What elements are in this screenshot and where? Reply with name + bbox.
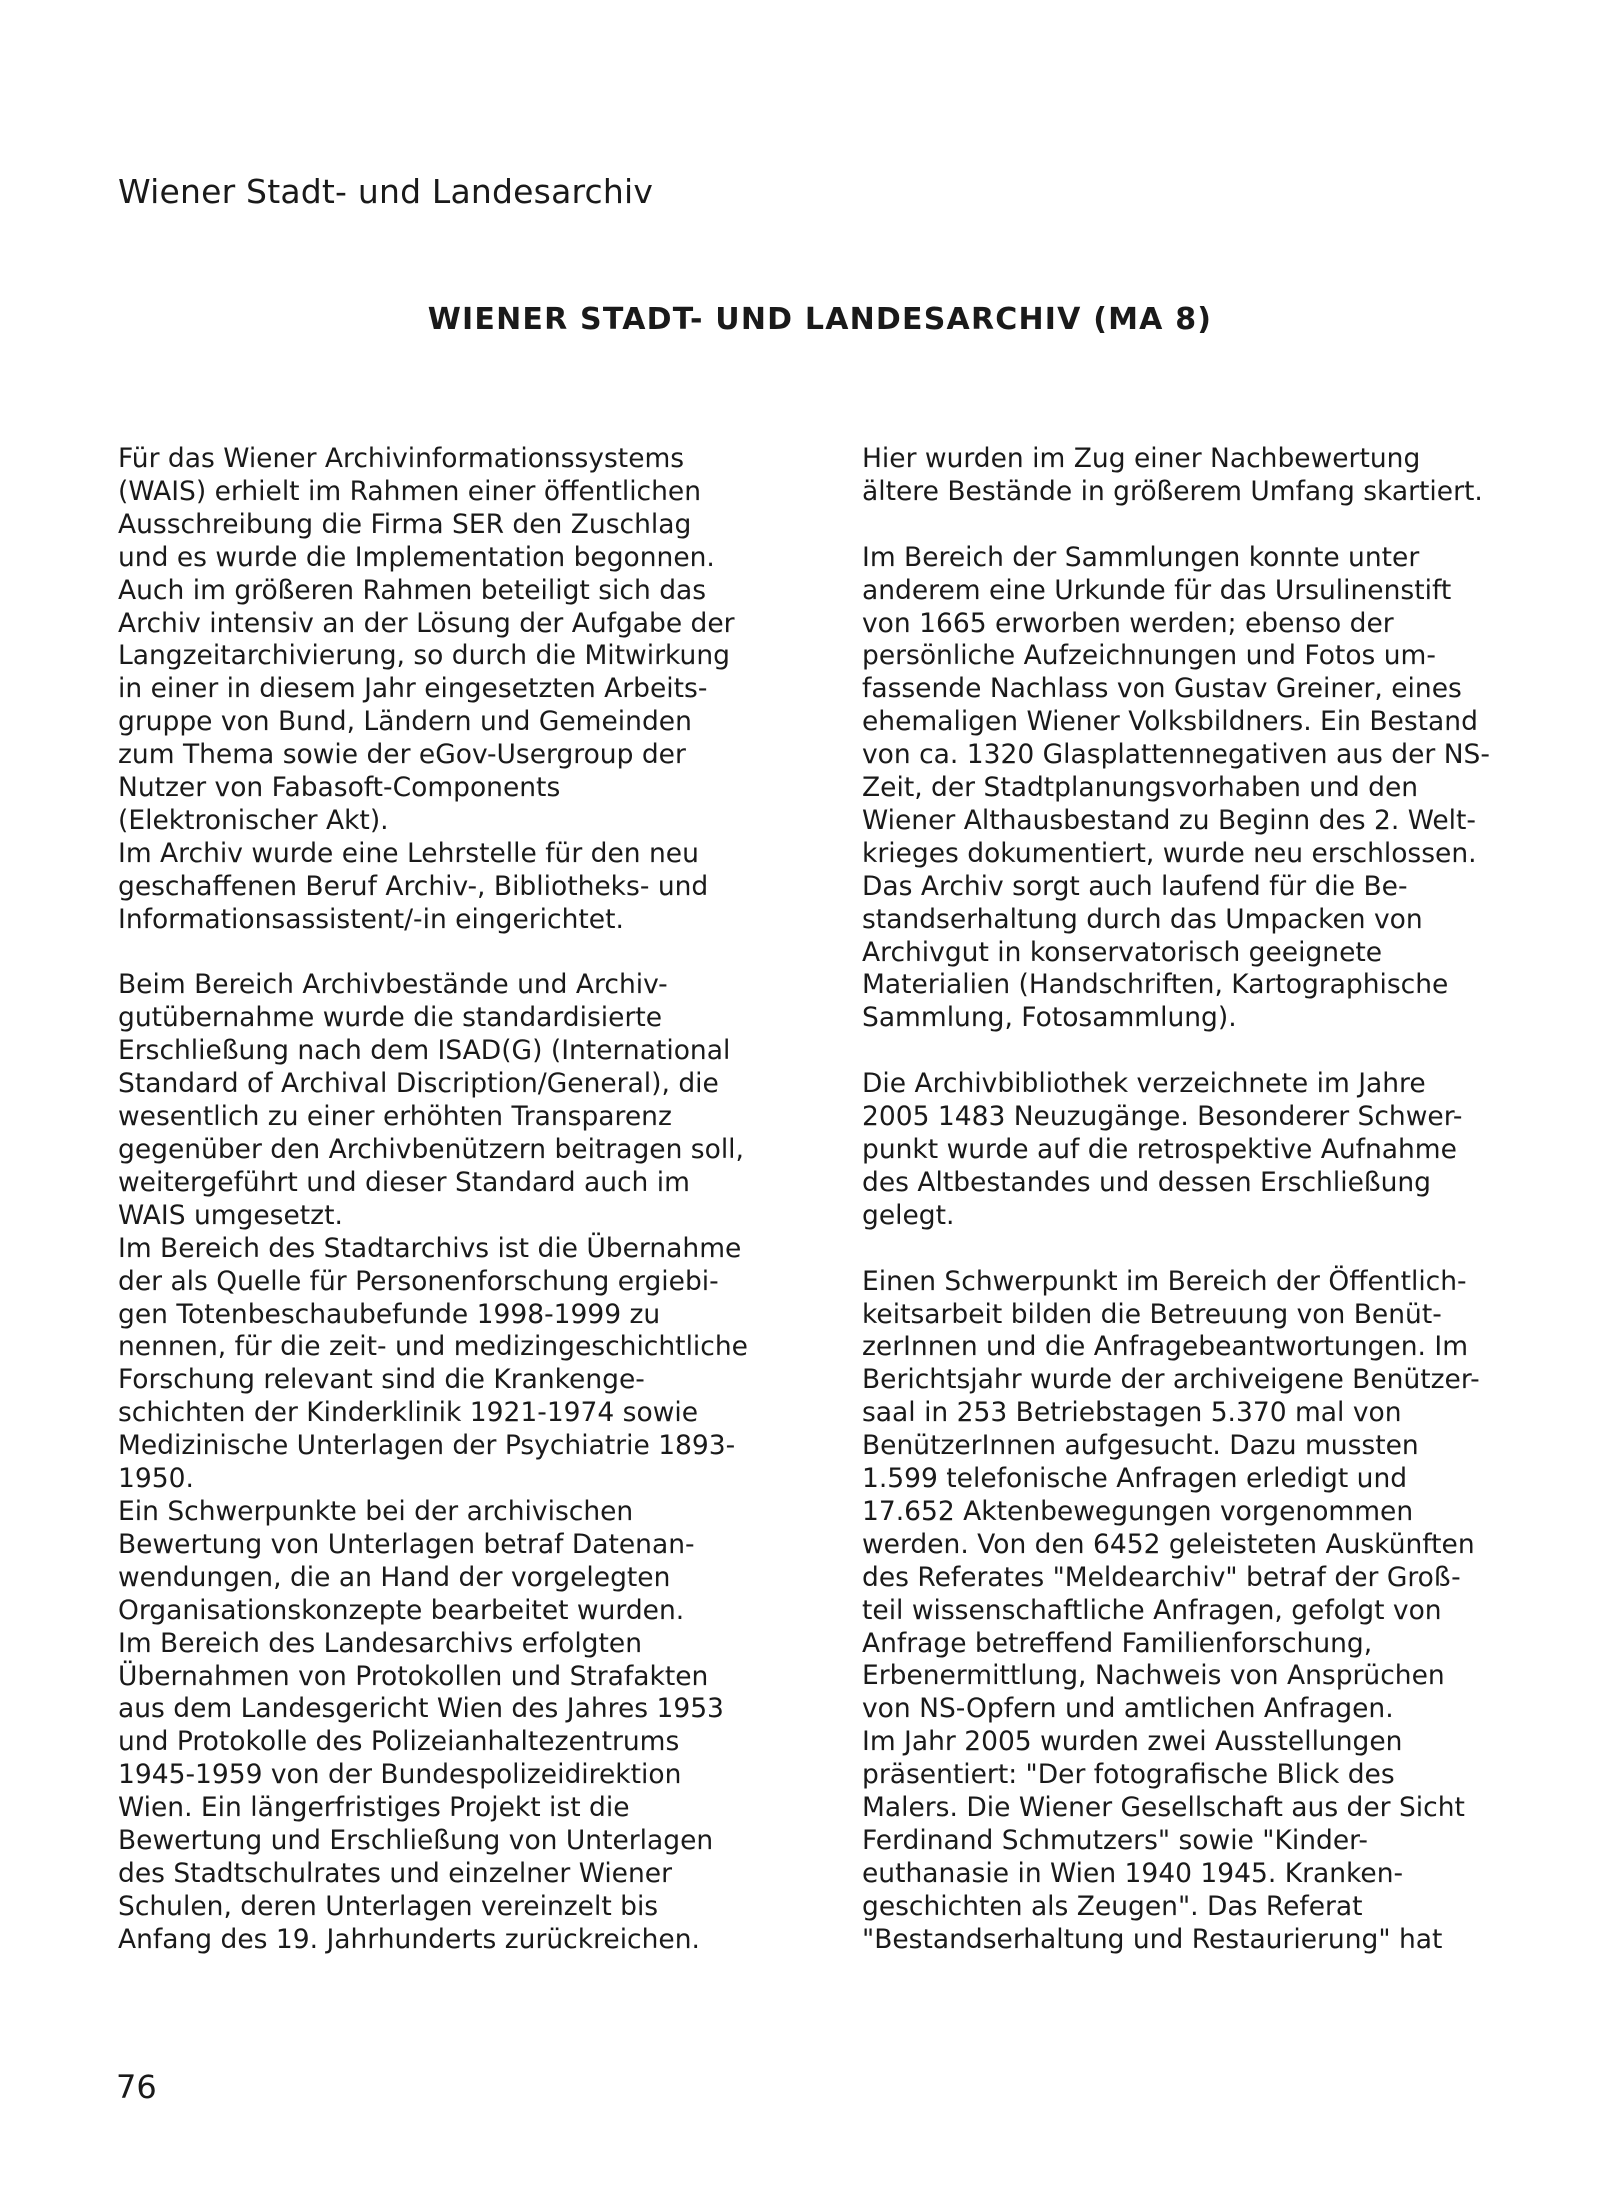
text-line: punkt wurde auf die retrospektive Aufnahme	[862, 1134, 1457, 1165]
text-line: des Altbestandes und dessen Erschließung	[862, 1166, 1431, 1198]
text-line: Das Archiv sorgt auch laufend für die Be-	[862, 870, 1408, 902]
text-line: Im Bereich der Sammlungen konnte unter	[862, 541, 1420, 573]
text-line: Anfrage betreffend Familienforschung,	[862, 1627, 1373, 1659]
text-line: zum Thema sowie der eGov-Usergroup der	[118, 739, 686, 771]
paragraph-gap	[862, 1233, 1562, 1266]
text-line: (WAIS) erhielt im Rahmen einer öffentlichen	[118, 475, 702, 507]
paragraph-gap	[862, 1035, 1562, 1068]
text-line: gen Totenbeschaubefunde 1998-1999 zu	[118, 1298, 661, 1330]
text-line: "Bestandserhaltung und Restaurierung" hat	[862, 1923, 1443, 1955]
text-line: Bewertung von Unterlagen betraf Datenan-	[118, 1528, 695, 1560]
text-line: Für das Wiener Archivinformationssystems	[118, 443, 685, 474]
text-line: Bewertung und Erschließung von Unterlagen	[118, 1825, 714, 1857]
text-line: Organisationskonzepte bearbeitet wurden.	[118, 1594, 685, 1626]
text-line: präsentiert: "Der fotografische Blick des	[862, 1759, 1395, 1791]
text-line: wendungen, die an Hand der vorgelegten	[118, 1561, 671, 1593]
paragraph-gap	[862, 509, 1562, 542]
text-line: Forschung relevant sind die Krankenge-	[118, 1364, 645, 1396]
text-line: aus dem Landesgericht Wien des Jahres 1953	[118, 1693, 724, 1725]
text-line: schichten der Kinderklinik 1921-1974 sowie	[118, 1397, 699, 1429]
text-line: Wiener Althausbestand zu Beginn des 2. Welt-	[862, 804, 1476, 836]
text-line: Schulen, deren Unterlagen vereinzelt bis	[118, 1890, 659, 1922]
text-line: (Elektronischer Akt).	[118, 804, 389, 836]
text-line: Erschließung nach dem ISAD(G) (International	[118, 1035, 731, 1067]
text-line: und es wurde die Implementation begonnen.	[118, 541, 715, 573]
text-line: Beim Bereich Archivbestände und Archiv-	[118, 969, 668, 1001]
text-line: saal in 253 Betriebstagen 5.370 mal von	[862, 1397, 1402, 1429]
text-line: WAIS umgesetzt.	[118, 1199, 343, 1231]
text-line: ältere Bestände in größerem Umfang skartiert.	[862, 475, 1483, 507]
text-line: von ca. 1320 Glasplattennegativen aus der NS-	[862, 739, 1490, 771]
text-line: Erbenermittlung, Nachweis von Ansprüchen	[862, 1660, 1445, 1692]
page-title: WIENER STADT- UND LANDESARCHIV (MA 8)	[427, 302, 1213, 337]
text-line: Im Bereich des Stadtarchivs ist die Übernahme	[118, 1232, 742, 1264]
paragraph-gap	[118, 937, 818, 970]
text-line: zerInnen und die Anfragebeantwortungen. Im	[862, 1331, 1469, 1363]
text-line: Wien. Ein längerfristiges Projekt ist die	[118, 1792, 630, 1824]
text-line: standserhaltung durch das Umpacken von	[862, 903, 1423, 935]
text-line: geschaffenen Beruf Archiv-, Bibliotheks- und	[118, 870, 709, 902]
left-column	[118, 443, 818, 1957]
text-line: Langzeitarchivierung, so durch die Mitwirkung	[118, 640, 730, 672]
text-line: nennen, für die zeit- und medizingeschichtliche	[118, 1331, 748, 1363]
text-line: anderem eine Urkunde für das Ursulinenstift	[862, 574, 1452, 606]
text-line: ehemaligen Wiener Volksbildners. Ein Bestand	[862, 706, 1478, 738]
text-line: 17.652 Aktenbewegungen vorgenommen	[862, 1495, 1414, 1527]
text-line: werden. Von den 6452 geleisteten Auskünften	[862, 1528, 1475, 1560]
text-line: gegenüber den Archivbenützern beitragen soll,	[118, 1134, 744, 1166]
text-line: des Stadtschulrates und einzelner Wiener	[118, 1857, 672, 1889]
text-line: Informationsassistent/-in eingerichtet.	[118, 903, 624, 935]
text-line: in einer in diesem Jahr eingesetzten Arbeits-	[118, 673, 708, 705]
text-line: Ferdinand Schmutzers" sowie "Kinder-	[862, 1825, 1368, 1857]
text-line: persönliche Aufzeichnungen und Fotos um-	[862, 640, 1436, 672]
text-line: der als Quelle für Personenforschung ergiebi-	[118, 1265, 719, 1297]
text-line: Nutzer von Fabasoft-Components	[118, 772, 561, 804]
text-line: fassende Nachlass von Gustav Greiner, eines	[862, 673, 1462, 705]
text-line: euthanasie in Wien 1940 1945. Kranken-	[862, 1857, 1404, 1889]
text-line: teil wissenschaftliche Anfragen, gefolgt von	[862, 1594, 1442, 1626]
text-line: Zeit, der Stadtplanungsvorhaben und den	[862, 772, 1419, 804]
text-line: Berichtsjahr wurde der archiveigene Benützer-	[862, 1364, 1480, 1396]
text-line: Malers. Die Wiener Gesellschaft aus der Sicht	[862, 1792, 1465, 1824]
text-line: des Referates "Meldearchiv" betraf der Groß-	[862, 1561, 1461, 1593]
text-line: Im Jahr 2005 wurden zwei Ausstellungen	[862, 1726, 1403, 1758]
right-column	[862, 443, 1562, 1957]
text-line: Ein Schwerpunkte bei der archivischen	[118, 1495, 634, 1527]
text-line: krieges dokumentiert, wurde neu erschlossen.	[862, 837, 1477, 869]
text-line: von 1665 erworben werden; ebenso der	[862, 607, 1394, 639]
text-line: gruppe von Bund, Ländern und Gemeinden	[118, 706, 692, 738]
text-line: weitergeführt und dieser Standard auch im	[118, 1166, 690, 1198]
text-line: Auch im größeren Rahmen beteiligt sich das	[118, 574, 707, 606]
text-line: Ausschreibung die Firma SER den Zuschlag	[118, 508, 692, 540]
text-line: 1945-1959 von der Bundespolizeidirektion	[118, 1759, 682, 1791]
text-line: Standard of Archival Discription/General), die	[118, 1068, 719, 1100]
text-line: 1950.	[118, 1463, 194, 1495]
text-line: und Protokolle des Polizeianhaltezentrums	[118, 1726, 680, 1758]
text-line: keitsarbeit bilden die Betreuung von Benüt-	[862, 1298, 1442, 1330]
text-line: Archiv intensiv an der Lösung der Aufgabe der	[118, 607, 735, 639]
text-line: wesentlich zu einer erhöhten Transparenz	[118, 1101, 672, 1133]
text-line: geschichten als Zeugen". Das Referat	[862, 1890, 1363, 1922]
text-line: Sammlung, Fotosammlung).	[862, 1002, 1237, 1034]
text-line: Medizinische Unterlagen der Psychiatrie 1893-	[118, 1430, 736, 1462]
text-line: Hier wurden im Zug einer Nachbewertung	[862, 443, 1421, 474]
text-line: Anfang des 19. Jahrhunderts zurückreichen.	[118, 1923, 700, 1955]
text-line: Im Bereich des Landesarchivs erfolgten	[118, 1627, 642, 1659]
text-line: 2005 1483 Neuzugänge. Besonderer Schwer-	[862, 1101, 1463, 1133]
text-line: Einen Schwerpunkt im Bereich der Öffentlich-	[862, 1265, 1467, 1297]
text-line: gelegt.	[862, 1199, 955, 1231]
page-number: 76	[116, 2068, 157, 2106]
text-line: Die Archivbibliothek verzeichnete im Jahre	[862, 1068, 1426, 1100]
text-line: Übernahmen von Protokollen und Strafakten	[118, 1660, 709, 1692]
text-line: Materialien (Handschriften, Kartographische	[862, 969, 1449, 1001]
text-line: von NS-Opfern und amtlichen Anfragen.	[862, 1693, 1394, 1725]
text-line: Im Archiv wurde eine Lehrstelle für den neu	[118, 837, 699, 869]
text-line: gutübernahme wurde die standardisierte	[118, 1002, 663, 1034]
running-header: Wiener Stadt- und Landesarchiv	[118, 172, 654, 211]
text-line: BenützerInnen aufgesucht. Dazu mussten	[862, 1430, 1419, 1462]
text-line: Archivgut in konservatorisch geeignete	[862, 936, 1383, 968]
text-line: 1.599 telefonische Anfragen erledigt und	[862, 1463, 1408, 1495]
